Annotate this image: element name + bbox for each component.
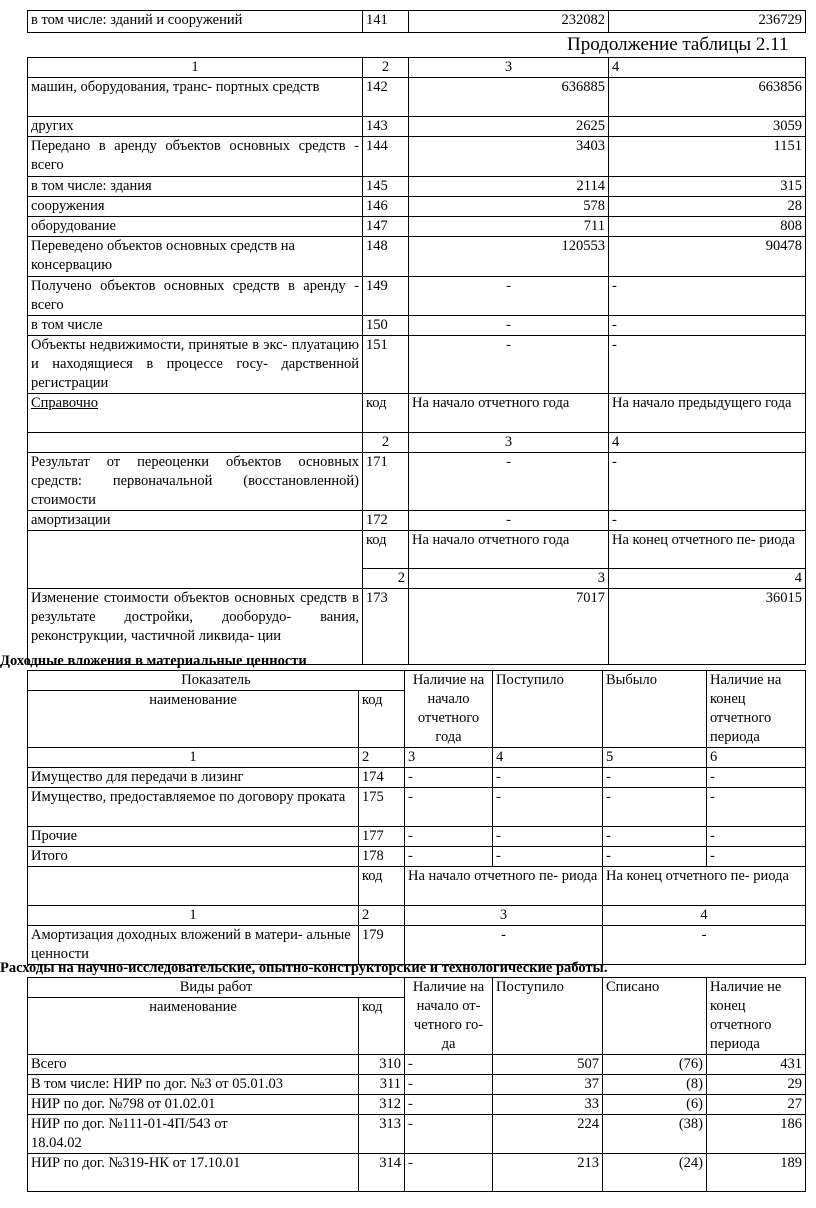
row-value: - xyxy=(603,768,707,788)
row-value: 36015 xyxy=(609,589,806,665)
col-header: На конец отчетного пе- риода xyxy=(603,867,806,906)
row-code: 149 xyxy=(363,277,409,316)
row-code: 313 xyxy=(359,1115,405,1154)
row-value: 3059 xyxy=(609,117,806,137)
col-header: На начало отчетного года xyxy=(409,394,609,433)
col-num: 4 xyxy=(609,58,806,78)
col-header: Наличие на конец отчетного периода xyxy=(707,671,806,748)
reference-header-row xyxy=(28,394,806,433)
row-code: 174 xyxy=(359,768,405,788)
row-value: 120553 xyxy=(409,237,609,277)
row-value: 33 xyxy=(493,1095,603,1115)
row-code: 312 xyxy=(359,1095,405,1115)
row-value: - xyxy=(609,511,806,531)
row-name: НИР по дог. №319-НК от 17.10.01 xyxy=(28,1154,359,1192)
table-row xyxy=(28,453,806,511)
table-row xyxy=(28,316,806,336)
table-continuation-label: Продолжение таблицы 2.11 xyxy=(567,34,789,55)
col-num: 3 xyxy=(405,748,493,768)
table-row xyxy=(28,768,806,788)
row-code: 179 xyxy=(359,926,405,965)
table-row xyxy=(28,1095,806,1115)
col-num: 1 xyxy=(28,906,359,926)
col-header-code: код xyxy=(359,998,405,1055)
row-value: - xyxy=(603,847,707,867)
sub-header-row xyxy=(28,867,806,906)
col-header: Наличие не конец отчетного периода xyxy=(707,978,806,1055)
row-code: 314 xyxy=(359,1154,405,1192)
row-code: 146 xyxy=(363,197,409,217)
row-code: 310 xyxy=(359,1055,405,1075)
column-numbers-row xyxy=(28,58,806,78)
row-value: 37 xyxy=(493,1075,603,1095)
fixed-assets-table xyxy=(27,57,806,665)
row-name: Итого xyxy=(28,847,359,867)
row-value: - xyxy=(409,511,609,531)
row-code: 141 xyxy=(363,11,409,33)
row-name: других xyxy=(28,117,363,137)
col-num: 3 xyxy=(405,906,603,926)
row-value: - xyxy=(493,847,603,867)
col-num: 4 xyxy=(603,906,806,926)
row-value: 315 xyxy=(609,177,806,197)
table-row xyxy=(28,217,806,237)
header-row xyxy=(28,671,806,691)
row-name: В том числе: НИР по дог. №3 от 05.01.03 xyxy=(28,1075,359,1095)
row-name: в том числе xyxy=(28,316,363,336)
row-value: - xyxy=(405,1115,493,1154)
col-header: Наличие на начало от- четного го- да xyxy=(405,978,493,1055)
col-header: На конец отчетного пе- риода xyxy=(609,531,806,569)
section-title-rnd-expenses: Расходы на научно-исследовательские, опытно-конструкторские и технологические работы. xyxy=(0,960,608,976)
row-value: 2114 xyxy=(409,177,609,197)
row-value: - xyxy=(405,1055,493,1075)
col-header: Наличие на начало отчетного года xyxy=(405,671,493,748)
table-row xyxy=(28,1115,806,1154)
row-value: - xyxy=(405,788,493,827)
col-num: 5 xyxy=(603,748,707,768)
table-row xyxy=(28,336,806,394)
row-value: - xyxy=(405,1154,493,1192)
row-name: Изменение стоимости объектов основных средств в результате достройки, дооборудо- вания, реконструкции, частичной ликвида- ции xyxy=(28,589,363,665)
row-value: - xyxy=(405,847,493,867)
row-value: - xyxy=(707,827,806,847)
row-value-start: 232082 xyxy=(409,11,609,33)
row-value: - xyxy=(405,827,493,847)
reference-header-row xyxy=(28,531,806,569)
table-row xyxy=(28,177,806,197)
row-name: оборудование xyxy=(28,217,363,237)
col-num: 4 xyxy=(609,433,806,453)
col-num: 1 xyxy=(28,58,363,78)
row-code: 171 xyxy=(363,453,409,511)
row-code: 148 xyxy=(363,237,409,277)
table-row xyxy=(28,197,806,217)
row-code: 145 xyxy=(363,177,409,197)
col-header: Поступило xyxy=(493,671,603,748)
row-code: 173 xyxy=(363,589,409,665)
row-value: 2625 xyxy=(409,117,609,137)
col-header-code: код xyxy=(359,691,405,748)
row-name: Прочие xyxy=(28,827,359,847)
row-name: НИР по дог. №798 от 01.02.01 xyxy=(28,1095,359,1115)
row-value: 27 xyxy=(707,1095,806,1115)
row-value: 711 xyxy=(409,217,609,237)
row-code: 151 xyxy=(363,336,409,394)
previous-table-last-row xyxy=(27,10,806,33)
rnd-expenses-table xyxy=(27,977,806,1192)
row-name: Результат от переоценки объектов основных средств: первоначальной (восстановленной) стоимости xyxy=(28,453,363,511)
table-row xyxy=(28,511,806,531)
row-value: 808 xyxy=(609,217,806,237)
row-name: Имущество для передачи в лизинг xyxy=(28,768,359,788)
row-name: амортизации xyxy=(28,511,363,531)
col-num: 2 xyxy=(359,748,405,768)
row-value: 578 xyxy=(409,197,609,217)
row-value: 3403 xyxy=(409,137,609,177)
row-value: - xyxy=(405,1075,493,1095)
row-name: машин, оборудования, транс- портных средств xyxy=(28,78,363,117)
col-num: 4 xyxy=(493,748,603,768)
row-value: (38) xyxy=(603,1115,707,1154)
row-value: (76) xyxy=(603,1055,707,1075)
table-row xyxy=(28,237,806,277)
col-header: код xyxy=(363,531,409,569)
row-value: (24) xyxy=(603,1154,707,1192)
row-value: - xyxy=(707,768,806,788)
row-name: Амортизация доходных вложений в матери- альные ценности xyxy=(28,926,359,965)
row-value: 507 xyxy=(493,1055,603,1075)
column-numbers-row xyxy=(28,433,806,453)
row-name: в том числе: зданий и сооружений xyxy=(28,11,363,33)
row-value: - xyxy=(405,926,603,965)
row-value: 189 xyxy=(707,1154,806,1192)
row-value: - xyxy=(493,768,603,788)
table-row xyxy=(28,788,806,827)
col-header: На начало отчетного пе- риода xyxy=(405,867,603,906)
row-value: - xyxy=(603,788,707,827)
row-value: 186 xyxy=(707,1115,806,1154)
section-title-income-investments: Доходные вложения в материальные ценности xyxy=(0,653,307,669)
table-row xyxy=(28,277,806,316)
col-header-kinds: Виды работ xyxy=(28,978,405,998)
income-investments-table xyxy=(27,670,806,965)
col-header: На начало отчетного года xyxy=(409,531,609,569)
row-code: 172 xyxy=(363,511,409,531)
row-name: сооружения xyxy=(28,197,363,217)
table-row xyxy=(28,78,806,117)
table-row xyxy=(28,117,806,137)
row-code: 144 xyxy=(363,137,409,177)
table-row xyxy=(28,1154,806,1192)
table-row xyxy=(28,1075,806,1095)
col-header-name: наименование xyxy=(28,998,359,1055)
row-name: Объекты недвижимости, принятые в экс- плуатацию и находящиеся в процессе госу- дарственной регистрации xyxy=(28,336,363,394)
row-name: Всего xyxy=(28,1055,359,1075)
col-num: 1 xyxy=(28,748,359,768)
col-num: 6 xyxy=(707,748,806,768)
row-code: 177 xyxy=(359,827,405,847)
table-row xyxy=(28,827,806,847)
col-header: код xyxy=(363,394,409,433)
table-row xyxy=(28,847,806,867)
column-numbers-row xyxy=(28,748,806,768)
row-value: 431 xyxy=(707,1055,806,1075)
row-value: - xyxy=(405,768,493,788)
row-value: 29 xyxy=(707,1075,806,1095)
row-value: 663856 xyxy=(609,78,806,117)
row-name: НИР по дог. №111-01-4П/543 от 18.04.02 xyxy=(28,1115,359,1154)
row-value: - xyxy=(609,336,806,394)
col-num: 2 xyxy=(359,906,405,926)
column-numbers-row xyxy=(28,569,806,589)
row-name: в том числе: здания xyxy=(28,177,363,197)
row-value: 7017 xyxy=(409,589,609,665)
row-code: 311 xyxy=(359,1075,405,1095)
row-name: Имущество, предоставляемое по договору проката xyxy=(28,788,359,827)
row-value: - xyxy=(707,847,806,867)
row-name: Переведено объектов основных средств на консервацию xyxy=(28,237,363,277)
col-header: Списано xyxy=(603,978,707,1055)
col-header: Выбыло xyxy=(603,671,707,748)
table-row xyxy=(28,137,806,177)
col-num: 3 xyxy=(409,58,609,78)
row-value-end: 236729 xyxy=(609,11,806,33)
row-value: (8) xyxy=(603,1075,707,1095)
row-code: 175 xyxy=(359,788,405,827)
row-name: Передано в аренду объектов основных средств - всего xyxy=(28,137,363,177)
row-value: - xyxy=(707,788,806,827)
row-value: - xyxy=(603,926,806,965)
reference-label: Справочно xyxy=(28,394,363,433)
header-row xyxy=(28,978,806,998)
col-header-name: наименование xyxy=(28,691,359,748)
col-header: код xyxy=(359,867,405,906)
row-value: - xyxy=(603,827,707,847)
column-numbers-row xyxy=(28,906,806,926)
col-header-indicator: Показатель xyxy=(28,671,405,691)
col-num: 2 xyxy=(363,433,409,453)
col-num: 2 xyxy=(363,569,409,589)
row-value: 28 xyxy=(609,197,806,217)
row-code: 143 xyxy=(363,117,409,137)
col-num: 3 xyxy=(409,433,609,453)
row-value: - xyxy=(409,316,609,336)
row-value: - xyxy=(405,1095,493,1115)
col-header: Поступило xyxy=(493,978,603,1055)
col-num: 4 xyxy=(609,569,806,589)
row-value: - xyxy=(493,827,603,847)
row-code: 142 xyxy=(363,78,409,117)
row-value: - xyxy=(409,277,609,316)
col-num: 3 xyxy=(409,569,609,589)
row-value: (6) xyxy=(603,1095,707,1115)
col-header: На начало предыдущего года xyxy=(609,394,806,433)
table-row xyxy=(28,1055,806,1075)
row-value: 213 xyxy=(493,1154,603,1192)
col-num: 2 xyxy=(363,58,409,78)
row-value: - xyxy=(609,277,806,316)
row-value: - xyxy=(493,788,603,827)
row-value: 1151 xyxy=(609,137,806,177)
row-code: 150 xyxy=(363,316,409,336)
row-code: 178 xyxy=(359,847,405,867)
row-value: 636885 xyxy=(409,78,609,117)
row-value: 224 xyxy=(493,1115,603,1154)
row-name: Получено объектов основных средств в аренду - всего xyxy=(28,277,363,316)
row-code: 147 xyxy=(363,217,409,237)
row-value: - xyxy=(609,316,806,336)
row-value: - xyxy=(409,336,609,394)
row-value: - xyxy=(409,453,609,511)
row-value: 90478 xyxy=(609,237,806,277)
row-value: - xyxy=(609,453,806,511)
